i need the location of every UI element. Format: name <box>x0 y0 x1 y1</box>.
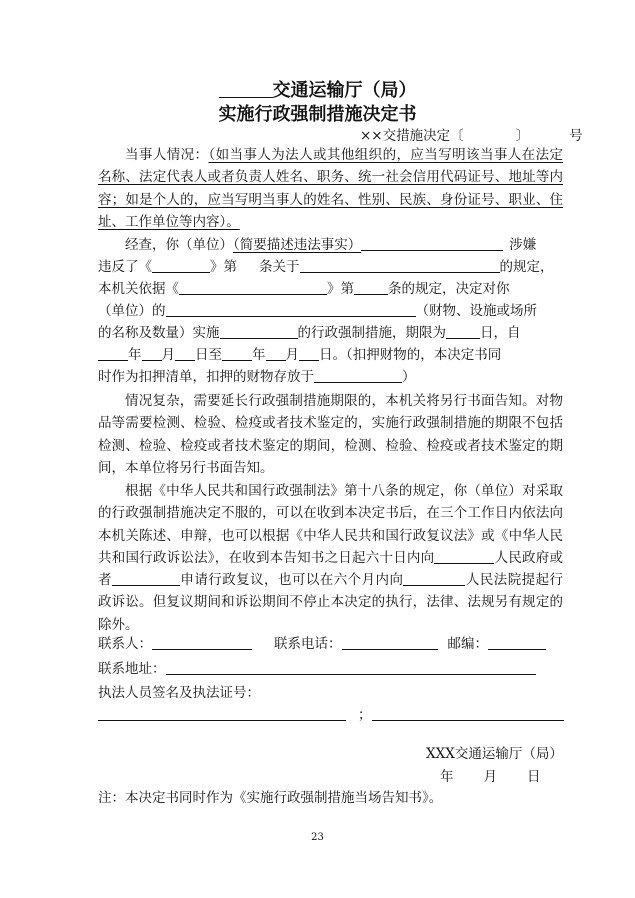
start-day-blank[interactable] <box>175 346 195 361</box>
contact-person-label: 联系人： <box>98 636 152 652</box>
contact-phone-label: 联系电话： <box>274 636 342 652</box>
address-field[interactable] <box>166 660 536 675</box>
facts-blank[interactable] <box>361 236 503 251</box>
party-info <box>98 144 563 233</box>
facts-line-6: 年 月 日至 年 月 日。（扣押财物的，本决定书同 <box>98 344 563 366</box>
document-number: ××交措施决定〔 〕 号 <box>360 128 583 144</box>
facts-line-4: （单位）的 （财物、设施或场所 <box>98 303 537 319</box>
party-label: 当事人情况： <box>125 147 209 163</box>
end-year-blank[interactable] <box>222 346 252 361</box>
address-label: 联系地址： <box>98 661 166 677</box>
measures-blank[interactable] <box>220 324 298 339</box>
storage-location-blank[interactable] <box>314 368 402 383</box>
contact-person-field[interactable] <box>152 635 252 650</box>
facts-line-2: 违反了《 》第 条关于 的规定， <box>98 259 554 275</box>
department-suffix: 交通运输厅（局） <box>272 80 417 101</box>
facts-line-1: 经查，你（单位）（简要描述违法事实） 涉嫌 <box>125 237 537 253</box>
court-blank[interactable] <box>403 571 465 586</box>
remedy-paragraph: 根据《中华人民共和国行政强制法》第十八条的规定，你（单位）对采取的行政强制措施决定不服的，可以在收到本决定书后，在三个工作日内依法向本机关陈述、申辩，也可以根据《中华人民共和国行政复议法》或《中华人民共和国行政诉讼法》，在收到本告知书之日起六十日内向 人民政府或者 申请行政复议，也可以在六个月内向 人民法院提起行政诉讼。但复议期间和诉讼期间不停止本决定的执行，法律、法规另有规定的除外。 <box>98 483 564 633</box>
basis-law-blank[interactable] <box>179 280 327 295</box>
officer-label: 执法人员签名及执法证号： <box>98 685 260 701</box>
department-blank[interactable] <box>219 83 273 98</box>
department-title <box>0 76 635 102</box>
facts-line-7: 时作为扣押清单，扣押的财物存放于 ） <box>98 369 416 385</box>
government-blank[interactable] <box>434 549 494 564</box>
end-day-blank[interactable] <box>299 346 319 361</box>
officer-cert-field[interactable] <box>372 706 564 721</box>
facts-note: （简要描述违法事实） <box>233 237 362 253</box>
facts-line-5: 的名称及数量）实施 的行政强制措施，期限为 日，自 <box>98 325 521 341</box>
extension-paragraph: 情况复杂，需要延长行政强制措施期限的，本机关将另行书面告知。对物品等需要检测、检验、检疫或者技术鉴定的，实施行政强制措施的期限不包括检测、检验、检疫或者技术鉴定的期间，检测、检验、检疫或者技术鉴定的期间，本单位将另行书面告知。 <box>98 393 563 476</box>
page-number: 23 <box>311 832 324 843</box>
duration-blank[interactable] <box>446 324 480 339</box>
footnote: 注：本决定书同时作为《实施行政强制措施当场告知书》。 <box>98 790 443 806</box>
zip-field[interactable] <box>488 635 546 650</box>
contact-phone-field[interactable] <box>342 635 438 650</box>
rule-content-blank[interactable] <box>300 258 500 273</box>
officer-row: ； <box>98 703 564 723</box>
officer-signature-field[interactable] <box>98 706 346 721</box>
basis-article-blank[interactable] <box>354 280 388 295</box>
party-note: （如当事人为法人或其他组织的，应当写明该当事人在法定名称、法定代表人或者负责人姓名、职务、统一社会信用代码证号、地址等内容；如是个人的，应当写明当事人的姓名、性别、民族、身份证号、职业、住址、工作单位等内容）。 <box>98 147 564 230</box>
end-month-blank[interactable] <box>266 346 286 361</box>
zip-label: 邮编： <box>447 636 488 652</box>
address-row <box>98 657 536 677</box>
issuer: XXX交通运输厅（局） <box>426 746 563 762</box>
issue-date: 年 月 日 <box>440 769 541 785</box>
property-blank[interactable] <box>166 302 416 317</box>
start-month-blank[interactable] <box>142 346 162 361</box>
document-title: 实施行政强制措施决定书 <box>218 104 417 125</box>
review-body-blank[interactable] <box>112 571 180 586</box>
start-year-blank[interactable] <box>98 346 128 361</box>
facts-line-3: 本机关依据《 》第 条的规定，决定对你 <box>98 281 510 297</box>
law-name-blank[interactable] <box>152 258 210 273</box>
contact-row <box>98 632 546 652</box>
